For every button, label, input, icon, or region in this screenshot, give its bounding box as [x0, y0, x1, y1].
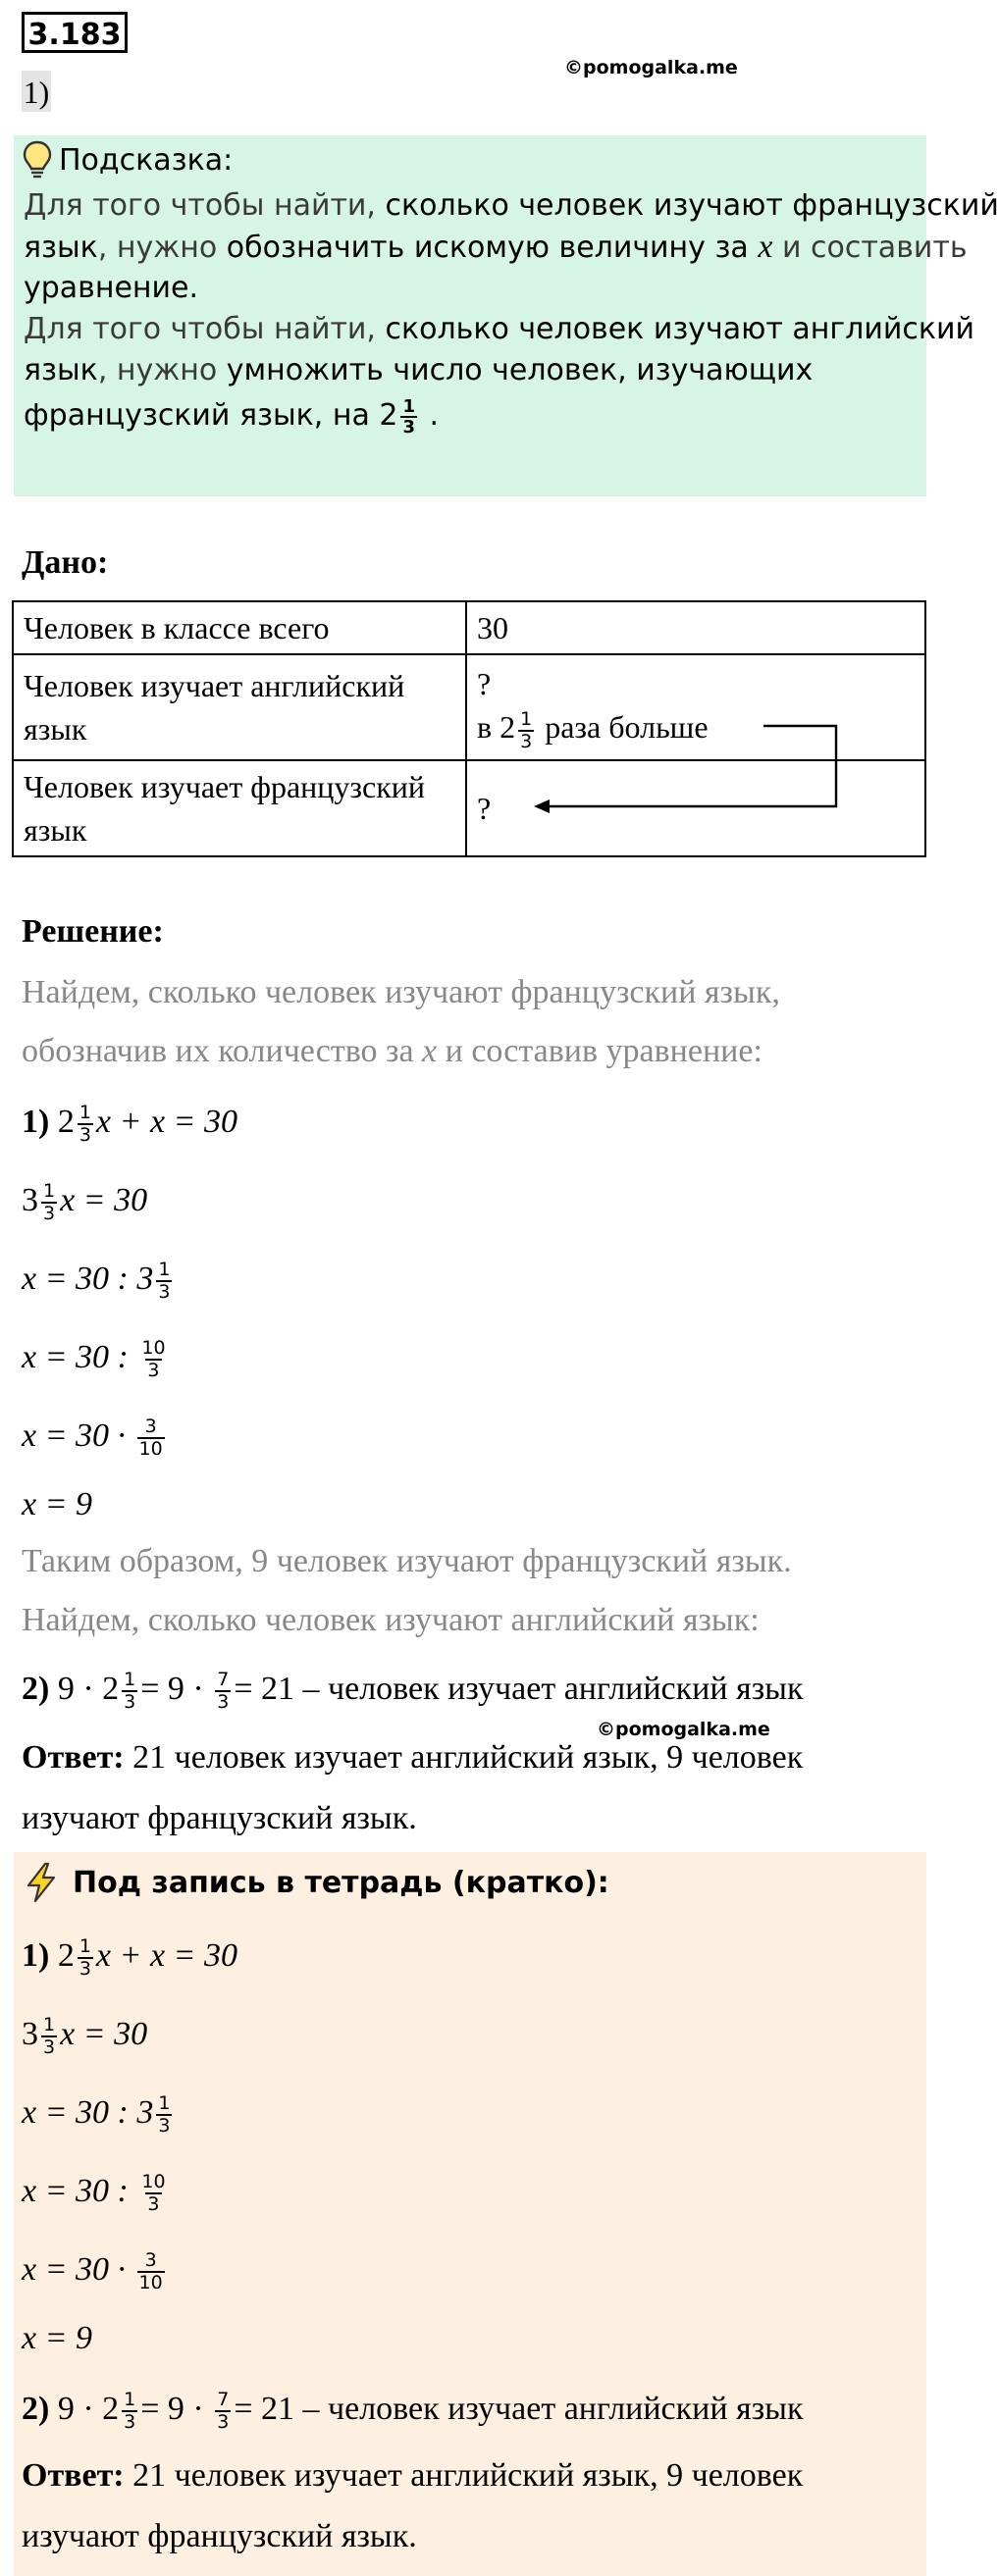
notes-equation-6: x = 9 — [22, 2320, 93, 2356]
solution-intro-2: обозначив их количество за x и составив уравнение: — [22, 1033, 762, 1069]
notes-answer-line-2: изучают французский язык. — [22, 2518, 417, 2554]
arrow-connector — [0, 0, 942, 883]
equation-4: x = 30 : $\frac{10}{3}$ — [22, 1337, 166, 1382]
table-cell: Человек в классе всего — [13, 601, 466, 654]
unknown-mark: ? — [477, 666, 492, 702]
notes-equation-2: 3 $\frac{1}{3}$ x = 30 — [22, 2014, 148, 2059]
conclusion-1: Таким образом, 9 человек изучают французский язык. — [22, 1543, 792, 1579]
equation-7: 2) 9 · 2 $\frac{1}{3}$ = 9 · $\frac{7}{3}$ = 21 – человек изучает английский язык — [22, 1669, 804, 1714]
equation-5: x = 30 · $\frac{3}{10}$ — [22, 1416, 163, 1461]
hint-line-6: французский язык, на 2 $\frac{1}{3}$ . — [24, 395, 440, 438]
equation-1: 1) 2 $\frac{1}{3}$ x + x = 30 — [22, 1102, 237, 1147]
solution-intro-3: Найдем, сколько человек изучают английский язык: — [22, 1602, 760, 1638]
hint-line-4: Для того чтобы найти, сколько человек изучают английский — [24, 312, 974, 346]
hint-line-1: Для того чтобы найти, сколько человек изучают французский — [24, 188, 999, 223]
watermark: ©pomogalka.me — [564, 57, 738, 78]
table-cell: ? — [466, 760, 925, 856]
notes-title: Под запись в тетрадь (кратко): — [73, 1866, 609, 1900]
hint-line-2: язык, нужно обозначить искомую величину за x и составить — [24, 229, 968, 265]
solution-intro-1: Найдем, сколько человек изучают французский язык, — [22, 974, 780, 1010]
answer-line-2: изучают французский язык. — [22, 1800, 417, 1836]
notes-equation-5: x = 30 · $\frac{3}{10}$ — [22, 2249, 163, 2294]
table-cell: Человек изучает английский язык — [13, 654, 466, 760]
part-label: 1) — [22, 71, 51, 112]
hint-title: Подсказка: — [59, 143, 234, 178]
problem-number: 3.183 — [22, 12, 128, 53]
table-cell: 30 — [466, 601, 925, 654]
notes-equation-3: x = 30 : 3 $\frac{1}{3}$ — [22, 2092, 171, 2138]
notes-equation-4: x = 30 : $\frac{10}{3}$ — [22, 2171, 166, 2216]
lightning-icon — [24, 1862, 59, 1908]
equation-6: x = 9 — [22, 1486, 93, 1522]
table-cell: Человек изучает французский язык — [13, 760, 466, 856]
hint-line-3: уравнение. — [24, 271, 199, 305]
notes-equation-1: 1) 2 $\frac{1}{3}$ x + x = 30 — [22, 1935, 237, 1981]
notes-equation-7: 2) 9 · 2 $\frac{1}{3}$ = 9 · $\frac{7}{3}$ = 21 – человек изучает английский язык — [22, 2389, 804, 2434]
ratio-text: в 2 $\frac{1}{3}$ раза больше — [477, 707, 709, 752]
hint-line-5: язык, нужно умножить число человек, изучающих — [24, 353, 814, 387]
notes-answer-line-1: Ответ: 21 человек изучает английский язык, 9 человек — [22, 2457, 804, 2494]
answer-line-1: Ответ: 21 человек изучает английский язык, 9 человек — [22, 1739, 804, 1776]
watermark: ©pomogalka.me — [597, 1719, 770, 1740]
given-title: Дано: — [22, 544, 109, 581]
solution-title: Решение: — [22, 913, 164, 950]
equation-2: 3 $\frac{1}{3}$ x = 30 — [22, 1180, 148, 1225]
equation-3: x = 30 : 3 $\frac{1}{3}$ — [22, 1259, 171, 1304]
